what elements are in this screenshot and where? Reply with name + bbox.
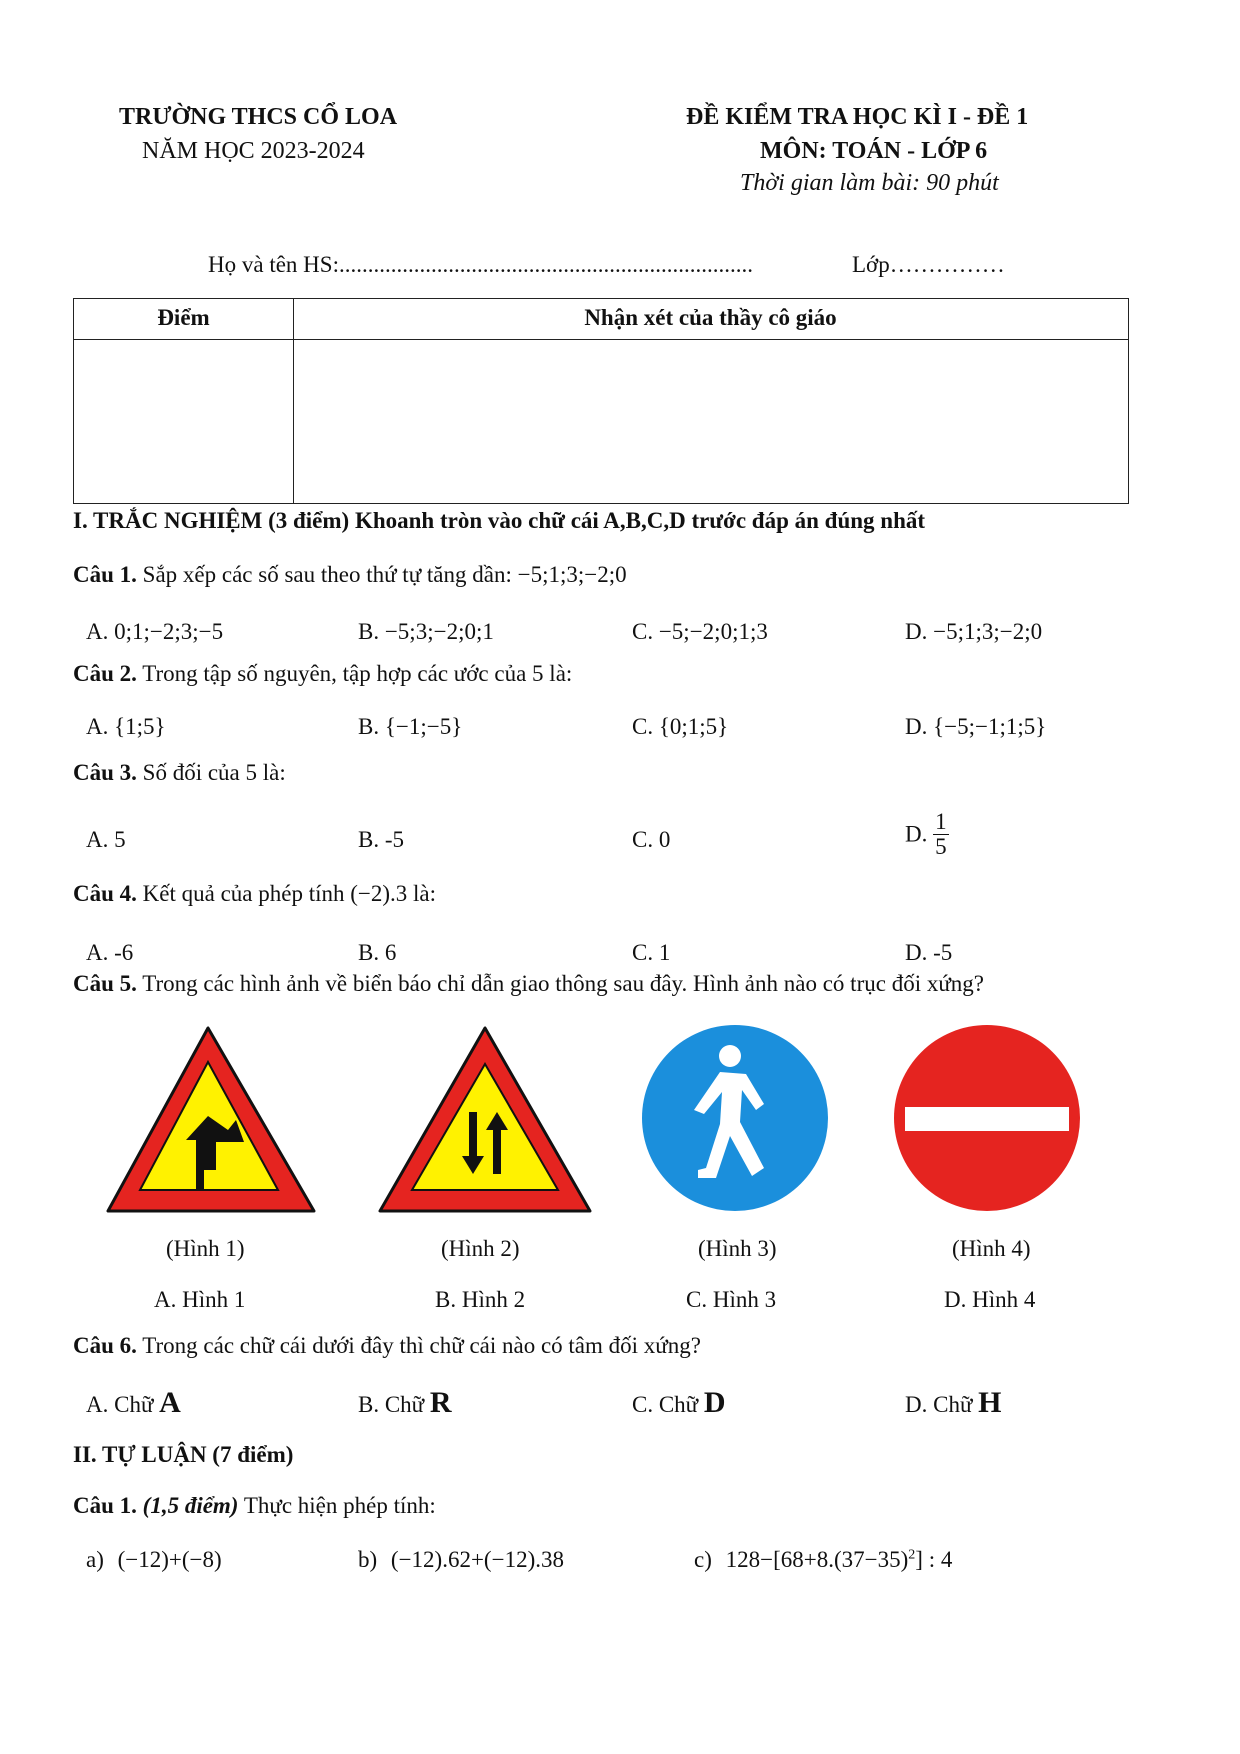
q6-option-d-prefix: D. Chữ xyxy=(905,1392,973,1417)
q2-option-b[interactable] xyxy=(358,714,462,740)
p1-part-c-label: c) xyxy=(694,1547,712,1572)
p1-part-b-expr: (−12).62+(−12).38 xyxy=(390,1547,564,1572)
p1-stem xyxy=(73,1493,436,1519)
q5-stem xyxy=(73,971,984,997)
no-entry-sign-icon xyxy=(894,1025,1080,1211)
q3-option-c[interactable]: C. 0 xyxy=(632,827,671,852)
p1-part-a-expr: (−12)+(−8) xyxy=(117,1547,222,1572)
q2-option-c-letter: C. xyxy=(632,714,654,739)
q5-option-a[interactable]: A. Hình 1 xyxy=(154,1287,246,1312)
q2-option-d-set: {−5;−1;1;5} xyxy=(933,714,1047,739)
q4-option-d[interactable]: D. -5 xyxy=(905,940,953,965)
q2-option-d-letter: D. xyxy=(905,714,928,739)
q2-stem xyxy=(73,661,572,687)
p1-part-b xyxy=(358,1547,564,1573)
p1-label: Câu 1. xyxy=(73,1493,137,1518)
q2-option-a[interactable] xyxy=(86,714,166,740)
grade-column-header: Điểm xyxy=(157,305,210,330)
figure4-caption: (Hình 4) xyxy=(952,1236,1031,1261)
p1-part-c-expr-main: 128−[68+8.(37−35) xyxy=(725,1547,909,1572)
q5-option-c[interactable]: C. Hình 3 xyxy=(686,1287,777,1312)
q2-option-d[interactable] xyxy=(905,714,1046,740)
q4-option-a[interactable]: A. -6 xyxy=(86,940,134,965)
p1-part-b-label: b) xyxy=(358,1547,378,1572)
q2-option-b-letter: B. xyxy=(358,714,380,739)
q5-option-b[interactable]: B. Hình 2 xyxy=(435,1287,526,1312)
two-way-traffic-sign-icon xyxy=(380,1028,590,1211)
section1-title: I. TRẮC NGHIỆM (3 điểm) Khoanh tròn vào chữ cái A,B,C,D trước đáp án đúng nhất xyxy=(73,508,926,533)
q3-stem xyxy=(73,760,286,786)
q3-option-d[interactable] xyxy=(905,810,949,859)
q2-option-c[interactable] xyxy=(632,714,728,740)
q1-option-a[interactable]: A. 0;1;−2;3;−5 xyxy=(86,619,224,644)
p1-part-c-exponent: 2 xyxy=(908,1547,916,1563)
q2-text: Trong tập số nguyên, tập hợp các ước của 5 là: xyxy=(142,661,573,686)
q4-expr: (−2).3 xyxy=(350,881,408,906)
p1-part-a xyxy=(86,1547,222,1573)
q2-option-b-set: {−1;−5} xyxy=(384,714,463,739)
q5-text: Trong các hình ảnh về biển báo chỉ dẫn giao thông sau đây. Hình ảnh nào có trục đối xứng? xyxy=(142,971,985,996)
comment-column-header: Nhận xét của thầy cô giáo xyxy=(584,305,837,330)
q4-stem xyxy=(73,881,436,907)
q4-option-c[interactable]: C. 1 xyxy=(632,940,671,965)
q1-option-b[interactable]: B. −5;3;−2;0;1 xyxy=(358,619,494,644)
p1-part-c-expr xyxy=(726,1547,953,1572)
q6-option-a-prefix: A. Chữ xyxy=(86,1392,154,1417)
q1-label: Câu 1. xyxy=(73,562,137,587)
q1-stem xyxy=(73,562,627,588)
figure3-caption: (Hình 3) xyxy=(698,1236,777,1261)
exam-title: ĐỀ KIỂM TRA HỌC KÌ I - ĐỀ 1 xyxy=(686,104,1029,130)
traffic-signs-figure xyxy=(100,1018,1110,1228)
warning-priority-road-sign-icon xyxy=(108,1028,314,1211)
q4-text: Kết quả của phép tính xyxy=(142,881,345,906)
q3-option-b[interactable]: B. -5 xyxy=(358,827,404,852)
section2-title: II. TỰ LUẬN (7 điểm) xyxy=(73,1442,294,1467)
pedestrian-sign-icon xyxy=(642,1025,828,1211)
fraction-denominator: 5 xyxy=(935,834,947,860)
q2-option-a-set: {1;5} xyxy=(114,714,166,739)
q3-option-a[interactable]: A. 5 xyxy=(86,827,126,852)
exam-subject: MÔN: TOÁN - LỚP 6 xyxy=(760,138,988,164)
school-year: NĂM HỌC 2023-2024 xyxy=(142,138,365,164)
q6-stem xyxy=(73,1333,701,1359)
student-name-field[interactable]: Họ và tên HS:........................................................................ xyxy=(208,252,753,277)
q3-label: Câu 3. xyxy=(73,760,137,785)
q6-option-a-letter: A xyxy=(159,1386,181,1419)
q4-label: Câu 4. xyxy=(73,881,137,906)
q6-option-c[interactable] xyxy=(632,1386,726,1420)
p1-part-c-expr-tail: ] : 4 xyxy=(915,1547,953,1572)
q6-label: Câu 6. xyxy=(73,1333,137,1358)
p1-part-c xyxy=(694,1547,952,1573)
q6-option-d[interactable] xyxy=(905,1386,1002,1420)
q4-option-b[interactable]: B. 6 xyxy=(358,940,397,965)
q1-expr: −5;1;3;−2;0 xyxy=(517,562,627,587)
grade-table xyxy=(73,298,1129,504)
q1-option-d[interactable]: D. −5;1;3;−2;0 xyxy=(905,619,1043,644)
p1-text: Thực hiện phép tính: xyxy=(243,1493,436,1518)
exam-time: Thời gian làm bài: 90 phút xyxy=(740,170,999,196)
q1-text: Sắp xếp các số sau theo thứ tự tăng dần: xyxy=(142,562,512,587)
q3-option-d-letter: D. xyxy=(905,821,928,847)
student-class-field[interactable]: Lớp…………… xyxy=(852,252,1005,277)
q6-option-a[interactable] xyxy=(86,1386,181,1420)
q6-option-b-letter: R xyxy=(429,1386,452,1419)
q4-tail: là: xyxy=(413,881,437,906)
fraction-numerator: 1 xyxy=(935,809,947,834)
q1-option-c[interactable]: C. −5;−2;0;1;3 xyxy=(632,619,768,644)
school-name: TRƯỜNG THCS CỔ LOA xyxy=(119,104,398,130)
q6-option-b-prefix: B. Chữ xyxy=(358,1392,425,1417)
q5-label: Câu 5. xyxy=(73,971,137,996)
q6-option-c-prefix: C. Chữ xyxy=(632,1392,699,1417)
p1-points: (1,5 điểm) xyxy=(142,1493,239,1518)
figure2-caption: (Hình 2) xyxy=(441,1236,520,1261)
q6-text: Trong các chữ cái dưới đây thì chữ cái nào có tâm đối xứng? xyxy=(142,1333,701,1358)
q3-text: Số đối của 5 là: xyxy=(142,760,286,785)
q5-option-d[interactable]: D. Hình 4 xyxy=(944,1287,1036,1312)
q6-option-d-letter: H xyxy=(978,1386,1002,1419)
q2-option-a-letter: A. xyxy=(86,714,109,739)
figure1-caption: (Hình 1) xyxy=(166,1236,245,1261)
q3-option-d-fraction xyxy=(933,810,949,859)
q6-option-c-letter: D xyxy=(703,1386,726,1419)
q6-option-b[interactable] xyxy=(358,1386,452,1420)
p1-part-a-label: a) xyxy=(86,1547,104,1572)
q2-label: Câu 2. xyxy=(73,661,137,686)
q2-option-c-set: {0;1;5} xyxy=(658,714,729,739)
